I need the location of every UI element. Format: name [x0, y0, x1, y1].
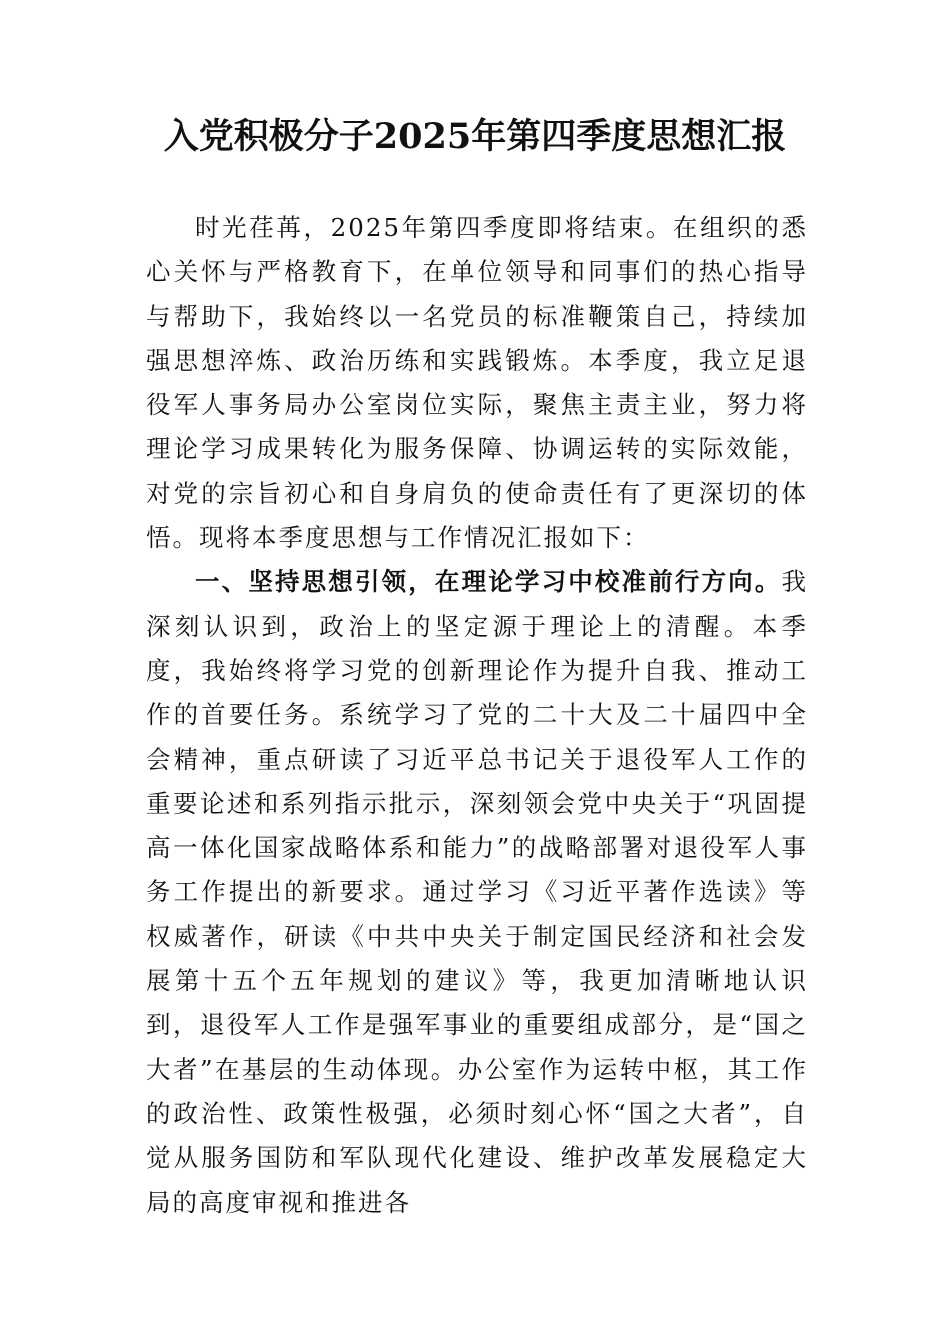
- intro-paragraph-text: 时光荏苒，2025年第四季度即将结束。在组织的悉心关怀与严格教育下，在单位领导和同事们的热心指导与帮助下，我始终以一名党员的标准鞭策自己，持续加强思想淬炼、政治历练和实践锻炼。本季度，我立足退役军人事务局办公室岗位实际，聚焦主责主业，努力将理论学习成果转化为服务保障、协调运转的实际效能，对党的宗旨初心和自身肩负的使命责任有了更深切的体悟。现将本季度思想与工作情况汇报如下：: [146, 213, 808, 553]
- document-body: [146, 206, 808, 1225]
- section-one-text: 我深刻认识到，政治上的坚定源于理论上的清醒。本季度，我始终将学习党的创新理论作为提升自我、推动工作的首要任务。系统学习了党的二十大及二十届四中全会精神，重点研读了习近平总书记关于退役军人工作的重要论述和系列指示批示，深刻领会党中央关于“巩固提高一体化国家战略体系和能力”的战略部署对退役军人事务工作提出的新要求。通过学习《习近平著作选读》等权威著作，研读《中共中央关于制定国民经济和社会发展第十五个五年规划的建议》等，我更加清晰地认识到，退役军人工作是强军事业的重要组成部分，是“国之大者”在基层的生动体现。办公室作为运转中枢，其工作的政治性、政策性极强，必须时刻心怀“国之大者”，自觉从服务国防和军队现代化建设、维护改革发展稳定大局的高度审视和推进各: [146, 567, 808, 1217]
- section-one-heading: 一、坚持思想引领，在理论学习中校准前行方向。: [195, 567, 782, 597]
- section-one-paragraph: [146, 560, 808, 1224]
- intro-paragraph: [146, 206, 808, 560]
- document-title: 入党积极分子2025年第四季度思想汇报: [163, 116, 787, 157]
